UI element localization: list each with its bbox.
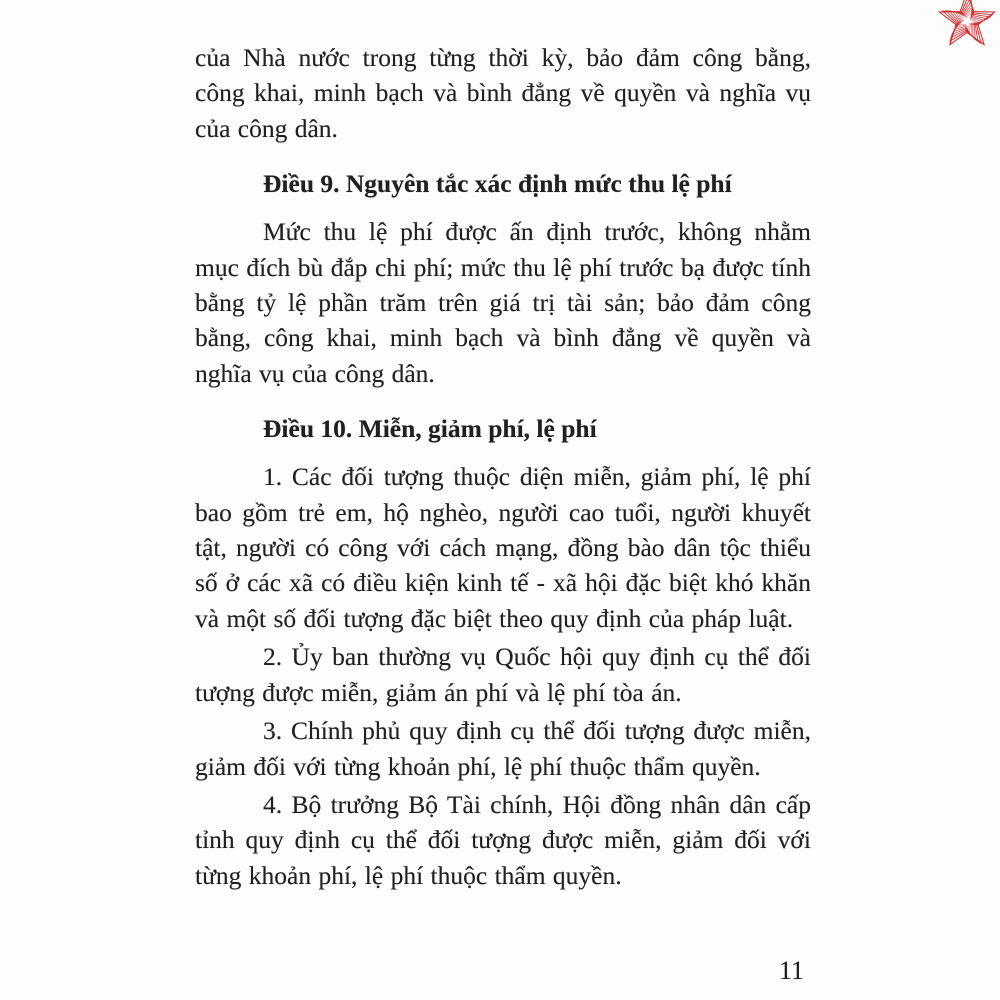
article-10-clause-4: 4. Bộ trưởng Bộ Tài chính, Hội đồng nhân dân cấp tỉnh quy định cụ thể đối tượng được miễn, giảm đối với từng khoản phí, lệ phí thuộc thẩm quyền.	[195, 789, 811, 890]
article-9-heading: Điều 9. Nguyên tắc xác định mức thu lệ phí	[263, 169, 732, 199]
page-content	[195, 40, 811, 896]
article-10-clause-1: 1. Các đối tượng thuộc diện miễn, giảm phí, lệ phí bao gồm trẻ em, hộ nghèo, người cao tuổi, người khuyết tật, người có công với cách mạng, đồng bào dân tộc thiểu số ở các xã có điều kiện kinh tế - xã hội đặc biệt khó khăn và một số đối tượng đặc biệt theo quy định của pháp luật.	[195, 462, 811, 633]
article-10-clause-3: 3. Chính phủ quy định cụ thể đối tượng được miễn, giảm đối với từng khoản phí, lệ phí thuộc thẩm quyền.	[195, 716, 811, 781]
article-10-heading: Điều 10. Miễn, giảm phí, lệ phí	[263, 414, 597, 444]
paragraph-continuation: của Nhà nước trong từng thời kỳ, bảo đảm công bằng, công khai, minh bạch và bình đẳng về quyền và nghĩa vụ của công dân.	[195, 43, 811, 143]
article-9-paragraph: Mức thu lệ phí được ấn định trước, không nhằm mục đích bù đắp chi phí; mức thu lệ phí trước bạ được tính bằng tỷ lệ phần trăm trên giá trị tài sản; bảo đảm công bằng, công khai, minh bạch và bình đẳng về quyền và nghĩa vụ của công dân.	[195, 217, 811, 388]
publisher-star-logo-icon	[936, 0, 998, 52]
article-10-clause-2: 2. Ủy ban thường vụ Quốc hội quy định cụ thể đối tượng được miễn, giảm án phí và lệ phí tòa án.	[195, 642, 811, 707]
page-number: 11	[778, 956, 804, 985]
